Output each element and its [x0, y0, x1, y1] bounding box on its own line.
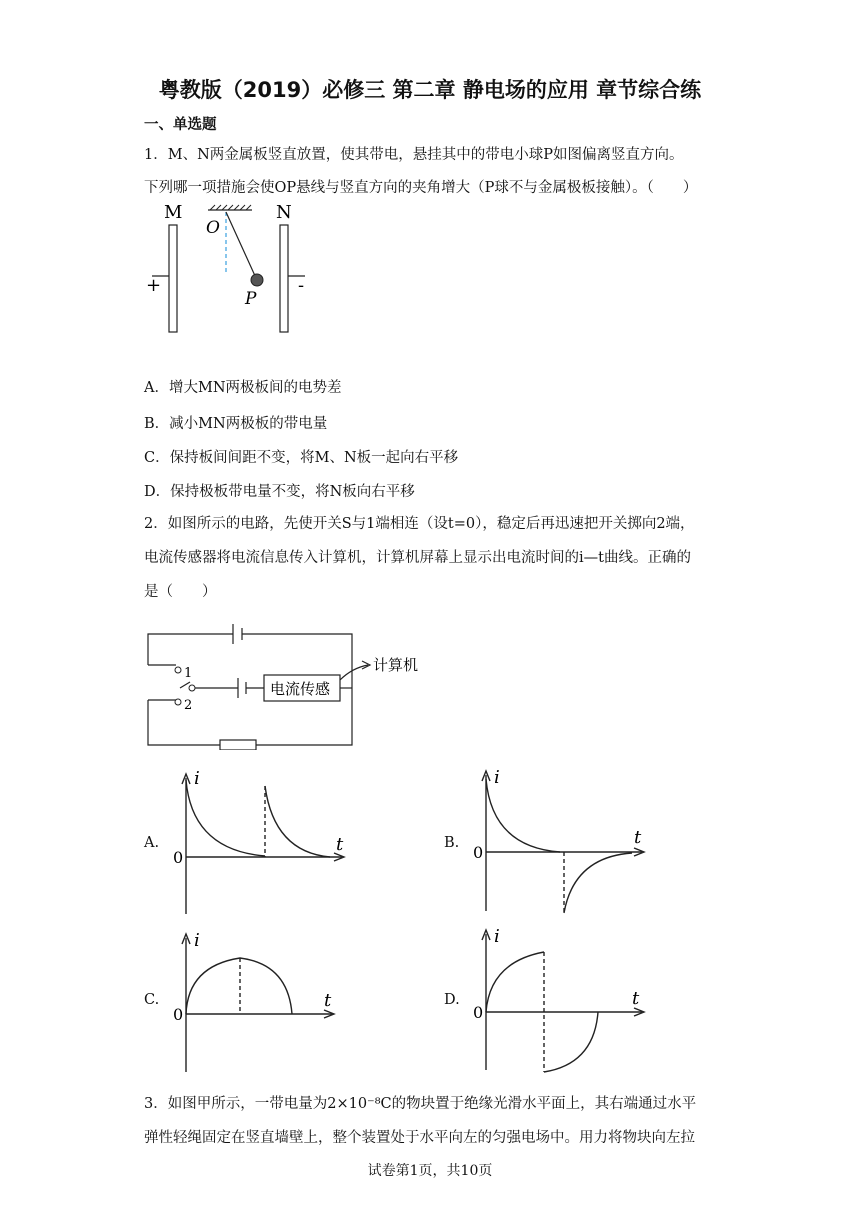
terminal-1-label: 1	[184, 666, 193, 681]
q1-option-c: C．保持板间间距不变，将M、N板一起向右平移	[144, 450, 459, 466]
graph-c	[170, 928, 360, 1076]
q3-line1	[144, 1092, 696, 1113]
graph-d-zero: 0	[473, 1003, 484, 1022]
ball-p	[251, 274, 263, 286]
graph-d-t: t	[632, 988, 640, 1009]
graph-b	[470, 765, 660, 915]
graph-b-zero: 0	[473, 843, 484, 862]
graph-c-t: t	[324, 990, 332, 1011]
graph-d-label: D.	[444, 992, 460, 1008]
graph-a-zero: 0	[173, 848, 184, 867]
q1-line2: 下列哪一项措施会使OP悬线与竖直方向的夹角增大（P球不与金属极板接触）。（ ）	[144, 180, 698, 196]
q1-option-a: A．增大MN两极板间的电势差	[144, 380, 342, 396]
q1-option-d: D．保持极板带电量不变，将N板向右平移	[144, 484, 415, 500]
q3-charge-value: 2×10⁻⁸C	[327, 1096, 392, 1112]
q2-line3: 是（ ）	[144, 584, 217, 600]
fig-label-plus: +	[146, 275, 162, 296]
q1-option-b: B．减小MN两极板的带电量	[144, 416, 328, 432]
graph-a	[170, 768, 360, 918]
q3-line1-b: 的物块置于绝缘光滑水平面上，其右端通过水平	[391, 1096, 697, 1112]
terminal-2-label: 2	[184, 698, 193, 713]
fig-label-minus: -	[298, 275, 305, 296]
q2-line1: 2．如图所示的电路，先使开关S与1端相连（设t=0），稳定后再迅速把开关掷向2端，	[144, 516, 695, 532]
graph-a-i: i	[194, 768, 200, 789]
page-title: 粤教版（2019）必修三 第二章 静电场的应用 章节综合练	[158, 78, 702, 102]
graph-a-label: A.	[144, 835, 160, 851]
graph-b-label: B.	[444, 835, 460, 851]
graph-b-t: t	[634, 827, 642, 848]
graph-b-i: i	[494, 767, 500, 788]
plate-n	[280, 225, 288, 332]
graph-c-zero: 0	[173, 1005, 184, 1024]
graph-c-i: i	[194, 930, 200, 951]
graph-c-label: C.	[144, 992, 160, 1008]
q2-circuit	[140, 620, 440, 750]
terminal-2	[175, 699, 181, 705]
fig-label-n: N	[276, 202, 292, 223]
current-sensor-label: 电流传感	[270, 680, 331, 698]
q3-line2: 弹性轻绳固定在竖直墙壁上，整个装置处于水平向左的匀强电场中。用力将物块向左拉	[144, 1130, 695, 1146]
fig-label-p: P	[245, 289, 257, 309]
terminal-1	[175, 667, 181, 673]
q1-line1: 1．M、N两金属板竖直放置，使其带电，悬挂其中的带电小球P如图偏离竖直方向。	[144, 147, 684, 163]
page-footer: 试卷第1页，共10页	[367, 1163, 493, 1179]
plate-m	[169, 225, 177, 332]
graph-d-i: i	[494, 926, 500, 947]
section-heading: 一、单选题	[144, 117, 217, 133]
graph-d	[470, 924, 660, 1074]
computer-label: 计算机	[373, 656, 419, 674]
string-op	[226, 212, 256, 278]
q1-figure	[140, 198, 320, 338]
fig-label-o: O	[206, 218, 220, 238]
switch-pivot	[189, 685, 195, 691]
fig-label-m: M	[164, 202, 183, 223]
ceiling-hatch	[210, 205, 251, 210]
q2-line2: 电流传感器将电流信息传入计算机，计算机屏幕上显示出电流时间的i—t曲线。正确的	[144, 550, 691, 566]
graph-a-t: t	[336, 834, 344, 855]
q3-line1-a: 3．如图甲所示，一带电量为	[144, 1096, 328, 1112]
